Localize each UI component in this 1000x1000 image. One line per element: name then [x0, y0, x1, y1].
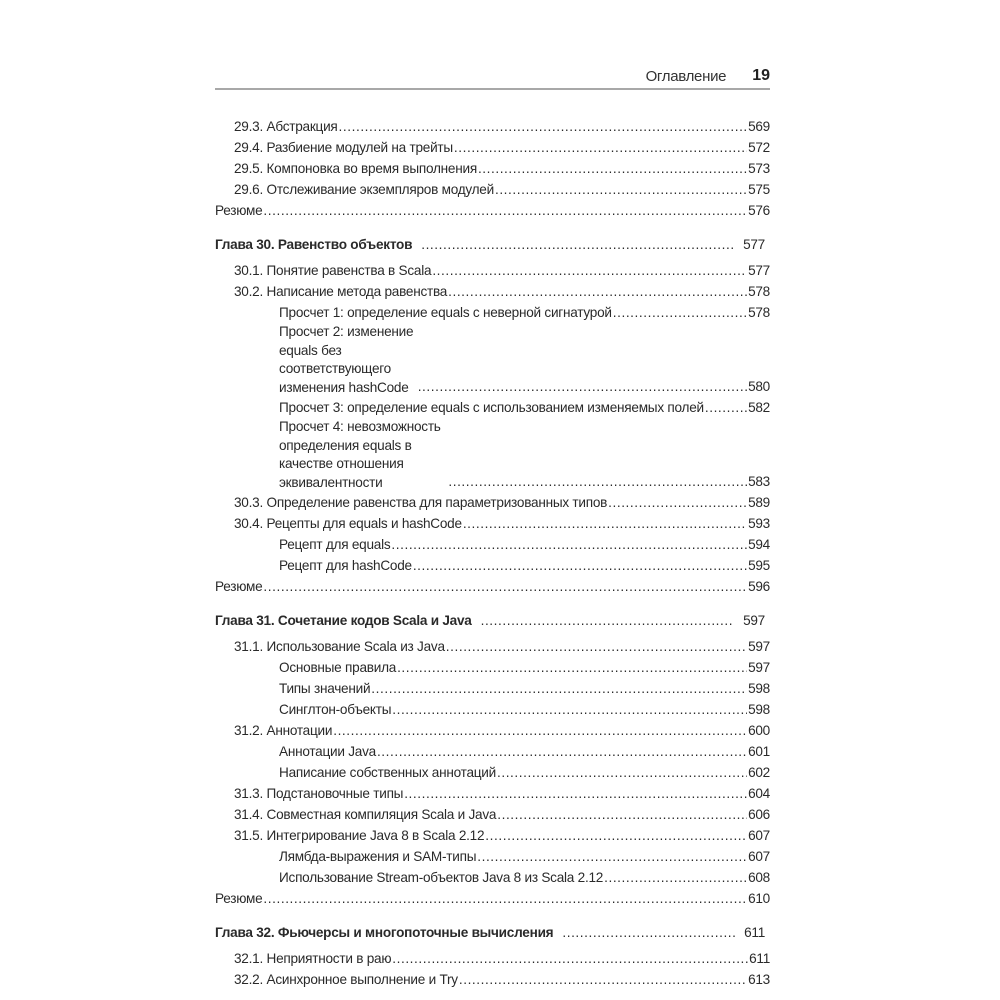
toc-entry-title: 30.3. Определение равенства для параметризованных типов: [234, 495, 608, 510]
toc-entry: [215, 555, 770, 576]
dot-leader: [497, 804, 747, 825]
dot-leader: [413, 555, 747, 576]
toc-entry: [215, 116, 770, 137]
toc-entry-page: 598: [748, 681, 770, 696]
toc-entry: [215, 699, 770, 720]
dot-leader: [339, 116, 748, 137]
dot-leader: [448, 471, 747, 492]
toc-entry-page: 577: [743, 237, 765, 252]
toc-entry: [215, 657, 770, 678]
toc-entry-title: Написание собственных аннотаций: [279, 765, 496, 780]
toc-entry: [215, 281, 770, 302]
dot-leader: [333, 720, 747, 741]
toc-entry-page: 593: [748, 516, 770, 531]
toc-entry: [215, 323, 770, 397]
toc-entry-title: 31.3. Подстановочные типы: [234, 786, 404, 801]
dot-leader: [421, 234, 734, 255]
toc-entry-page: 589: [748, 495, 770, 510]
dot-leader: [481, 610, 734, 631]
toc-entry-page: 613: [748, 972, 770, 987]
toc-entry-page: 602: [748, 765, 770, 780]
toc-entry-title: 30.4. Рецепты для equals и hashCode: [234, 516, 462, 531]
toc-entry-page: 608: [748, 870, 770, 885]
dot-leader: [485, 825, 747, 846]
toc-entry-page: 607: [748, 828, 770, 843]
toc-entry: [215, 397, 770, 418]
toc-entry: [215, 720, 770, 741]
dot-leader: [432, 260, 747, 281]
toc-entry-title: 31.4. Совместная компиляция Scala и Java: [234, 807, 497, 822]
dot-leader: [263, 888, 747, 909]
dot-leader: [459, 969, 747, 990]
toc-entry: [215, 762, 770, 783]
toc-entry: [215, 492, 770, 513]
toc-entry: [215, 418, 770, 492]
toc-entry-page: 573: [748, 161, 770, 176]
toc-entry-page: 600: [748, 723, 770, 738]
dot-leader: [263, 576, 747, 597]
toc-entry-page: 594: [748, 537, 770, 552]
toc-entry-page: 606: [748, 807, 770, 822]
toc-chapter-entry: [215, 234, 770, 255]
dot-leader: [454, 137, 747, 158]
running-header-title: Оглавление: [645, 67, 727, 85]
toc-entry: [215, 741, 770, 762]
dot-leader: [377, 741, 747, 762]
toc-entry-page: 597: [748, 660, 770, 675]
dot-leader: [392, 948, 748, 969]
toc-entry-title: [279, 323, 417, 397]
toc-entry-page: 578: [748, 284, 770, 299]
toc-entry-page: 596: [748, 579, 770, 594]
toc-entry: [215, 825, 770, 846]
dot-leader: [446, 636, 747, 657]
dot-leader: [404, 783, 747, 804]
toc-chapter-entry: [215, 922, 770, 943]
toc-entry-page: 569: [748, 119, 770, 134]
toc-entry-title: Использование Stream-объектов Java 8 из Scala 2.12: [279, 870, 604, 885]
toc-entry-page: 597: [743, 613, 765, 628]
dot-leader: [608, 492, 747, 513]
toc-entry-title: Резюме: [215, 891, 263, 906]
toc-entry-title: Глава 31. Сочетание кодов Scala и Java: [215, 613, 472, 628]
toc-entry-title: 30.2. Написание метода равенства: [234, 284, 448, 299]
toc-entry-page: 607: [748, 849, 770, 864]
toc-entry-title: 29.6. Отслеживание экземпляров модулей: [234, 182, 494, 197]
toc-entry-title: Резюме: [215, 579, 263, 594]
toc-entry-title-line: Просчет 2: изменение equals без соответствующего: [279, 324, 414, 376]
toc-entry: [215, 678, 770, 699]
dot-leader: [477, 846, 747, 867]
dot-leader: [448, 281, 747, 302]
toc-entry-title: 29.4. Разбиение модулей на трейты: [234, 140, 453, 155]
toc-entry-page: 577: [748, 263, 770, 278]
toc-entry-title-line: Просчет 4: невозможность определения equals в качестве отношения: [279, 419, 441, 471]
toc-entry-title: Просчет 3: определение equals с использованием изменяемых полей: [279, 400, 704, 415]
running-header: [215, 64, 770, 90]
toc-entry: [215, 137, 770, 158]
toc-entry-title-line: эквивалентности: [279, 474, 383, 490]
toc-entry-title: Резюме: [215, 203, 263, 218]
toc-entry: [215, 783, 770, 804]
page-number: 19: [752, 67, 770, 84]
dot-leader: [391, 534, 747, 555]
toc-entry-title: Типы значений: [279, 681, 371, 696]
toc-entry-title: Лямбда-выражения и SAM-типы: [279, 849, 477, 864]
dot-leader: [497, 762, 747, 783]
toc-entry: [215, 867, 770, 888]
toc-entry: [215, 158, 770, 179]
toc-entry-title: Просчет 1: определение equals с неверной сигнатурой: [279, 305, 612, 320]
toc-entry: [215, 200, 770, 221]
toc-entry-page: 610: [748, 891, 770, 906]
dot-leader: [263, 200, 747, 221]
toc-entry-page: 601: [748, 744, 770, 759]
toc-entry: [215, 846, 770, 867]
toc-entry-page: 572: [748, 140, 770, 155]
toc-entry-title: 32.1. Неприятности в раю: [234, 951, 392, 966]
toc-entry-title: Аннотации Java: [279, 744, 376, 759]
dot-leader: [392, 699, 747, 720]
toc-entry-title: Синглтон-объекты: [279, 702, 392, 717]
table-of-contents: [215, 116, 770, 990]
toc-entry-page: 575: [748, 182, 770, 197]
toc-entry: [215, 948, 770, 969]
dot-leader: [478, 158, 747, 179]
dot-leader: [371, 678, 747, 699]
toc-entry-title: 31.2. Аннотации: [234, 723, 333, 738]
toc-entry-title-line: изменения hashCode: [279, 379, 409, 395]
toc-entry-page: 582: [748, 400, 770, 415]
toc-entry-page: 611: [744, 925, 765, 940]
toc-entry-title: Глава 30. Равенство объектов: [215, 237, 413, 252]
toc-entry: [215, 636, 770, 657]
toc-entry-title: Основные правила: [279, 660, 397, 675]
dot-leader: [463, 513, 747, 534]
dot-leader: [418, 376, 747, 397]
toc-entry: [215, 576, 770, 597]
dot-leader: [613, 302, 747, 323]
toc-entry-page: 597: [748, 639, 770, 654]
toc-entry-page: 583: [748, 474, 770, 489]
toc-entry-page: 580: [748, 379, 770, 394]
dot-leader: [562, 922, 735, 943]
toc-entry: [215, 969, 770, 990]
toc-entry-title: Рецепт для hashCode: [279, 558, 412, 573]
toc-entry: [215, 260, 770, 281]
toc-entry-title: 31.1. Использование Scala из Java: [234, 639, 445, 654]
toc-entry-title: 29.5. Компоновка во время выполнения: [234, 161, 477, 176]
toc-entry-page: 595: [748, 558, 770, 573]
toc-entry: [215, 179, 770, 200]
toc-entry: [215, 888, 770, 909]
toc-entry: [215, 513, 770, 534]
toc-entry-title: 29.3. Абстракция: [234, 119, 338, 134]
toc-entry-title: Рецепт для equals: [279, 537, 391, 552]
toc-entry-page: 604: [748, 786, 770, 801]
toc-entry-title: [279, 418, 447, 492]
dot-leader: [397, 657, 747, 678]
toc-entry-page: 611: [749, 951, 770, 966]
toc-entry-title: Глава 32. Фьючерсы и многопоточные вычисления: [215, 925, 554, 940]
toc-entry-page: 578: [748, 305, 770, 320]
toc-entry-title: 31.5. Интегрирование Java 8 в Scala 2.12: [234, 828, 485, 843]
toc-entry: [215, 804, 770, 825]
dot-leader: [495, 179, 747, 200]
toc-entry-page: 576: [748, 203, 770, 218]
toc-entry-title: 30.1. Понятие равенства в Scala: [234, 263, 432, 278]
toc-entry-page: 598: [748, 702, 770, 717]
toc-chapter-entry: [215, 610, 770, 631]
toc-entry: [215, 302, 770, 323]
dot-leader: [705, 397, 747, 418]
toc-entry: [215, 534, 770, 555]
toc-entry-title: 32.2. Асинхронное выполнение и Try: [234, 972, 458, 987]
dot-leader: [604, 867, 747, 888]
